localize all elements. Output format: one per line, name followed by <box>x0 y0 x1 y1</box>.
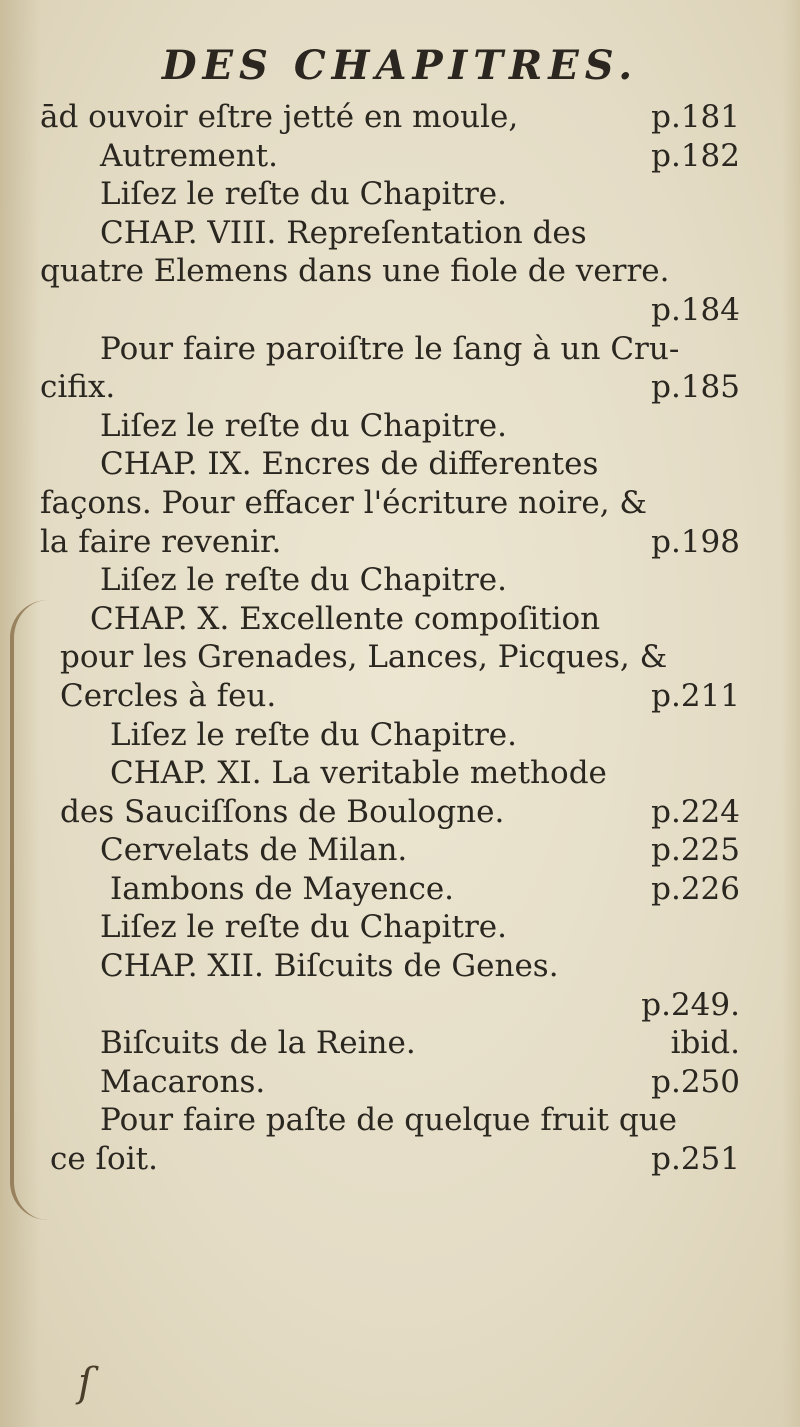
page-reference: p.181 <box>651 99 740 135</box>
chapter-entry <box>40 445 740 484</box>
toc-line <box>40 252 740 291</box>
entry-text: quatre Elemens dans une fiole de verre. <box>40 253 670 290</box>
page-reference: p.182 <box>651 137 740 174</box>
toc-line <box>40 716 740 755</box>
entry-text: Liſez le reſte du Chapitre. <box>100 176 507 213</box>
entry-text: Iambons de Mayence. <box>110 870 455 907</box>
toc-line <box>40 793 740 832</box>
chapter-entry <box>40 754 740 793</box>
entry-text: CHAP. IX. Encres de differentes <box>100 446 599 483</box>
toc-line <box>40 175 740 214</box>
chapter-entry <box>40 947 740 986</box>
toc-line <box>40 137 740 176</box>
toc-line <box>40 291 740 330</box>
entry-text: Cervelats de Milan. <box>100 832 408 869</box>
page-reference: p.211 <box>651 677 740 714</box>
entry-text: Liſez le reſte du Chapitre. <box>110 716 517 753</box>
page-reference: p.226 <box>651 870 740 907</box>
toc-line <box>40 98 740 137</box>
toc-line <box>40 561 740 600</box>
toc-line <box>40 330 740 369</box>
entry-text: Pour faire paroiſtre le ſang à un Cru- <box>100 330 680 367</box>
table-of-contents <box>40 98 740 1179</box>
entry-text: pour les Grenades, Lances, Picques, & <box>60 639 668 676</box>
entry-text: CHAP. X. Excellente compoſition <box>90 600 601 637</box>
page-reference: p.225 <box>651 832 740 869</box>
page-reference: p.249. <box>641 986 740 1023</box>
entry-text: Liſez le reſte du Chapitre. <box>100 562 507 599</box>
page-reference: p.185 <box>651 369 740 406</box>
chapter-entry <box>40 600 740 639</box>
toc-line <box>40 677 740 716</box>
toc-line <box>40 407 740 446</box>
entry-text: Liſez le reſte du Chapitre. <box>100 909 507 946</box>
page-reference: p.251 <box>651 1141 740 1178</box>
entry-text: Pour faire paſte de quelque fruit que <box>100 1102 678 1139</box>
toc-line <box>40 484 740 523</box>
page-reference: p.184 <box>651 291 740 328</box>
entry-text: Cercles à feu. <box>60 677 277 714</box>
entry-text: ād ouvoir eſtre jetté en moule, <box>40 99 519 135</box>
page-reference: p.198 <box>651 523 740 560</box>
toc-line <box>40 870 740 909</box>
running-header: DES CHAPITRES. <box>161 42 639 89</box>
page-reference: p.250 <box>651 1063 740 1100</box>
toc-line <box>40 1024 740 1063</box>
entry-text: Autrement. <box>100 137 278 174</box>
toc-line <box>40 523 740 562</box>
toc-line <box>40 831 740 870</box>
entry-text: la faire revenir. <box>40 523 282 560</box>
entry-text: façons. Pour effacer l'écriture noire, & <box>40 484 648 521</box>
page-mark: ſ <box>78 1360 93 1406</box>
entry-text: CHAP. XI. La veritable methode <box>110 755 607 792</box>
entry-text: CHAP. XII. Biſcuits de Genes. <box>100 948 559 985</box>
toc-line <box>40 1063 740 1102</box>
entry-text: Liſez le reſte du Chapitre. <box>100 407 507 444</box>
page-reference: p.224 <box>651 793 740 830</box>
entry-text: Biſcuits de la Reine. <box>100 1025 416 1062</box>
entry-text: Macarons. <box>100 1063 266 1100</box>
chapter-entry <box>40 214 740 253</box>
toc-line <box>40 638 740 677</box>
toc-line <box>40 1140 740 1179</box>
entry-text: ce ſoit. <box>50 1141 158 1178</box>
toc-line <box>40 908 740 947</box>
entry-text: cifix. <box>40 369 116 406</box>
toc-line <box>40 986 740 1025</box>
entry-text: CHAP. VIII. Repreſentation des <box>100 214 587 251</box>
page-reference: ibid. <box>670 1025 740 1062</box>
entry-text: des Sauciſſons de Boulogne. <box>60 793 505 830</box>
toc-line <box>40 368 740 407</box>
toc-line <box>40 1101 740 1140</box>
